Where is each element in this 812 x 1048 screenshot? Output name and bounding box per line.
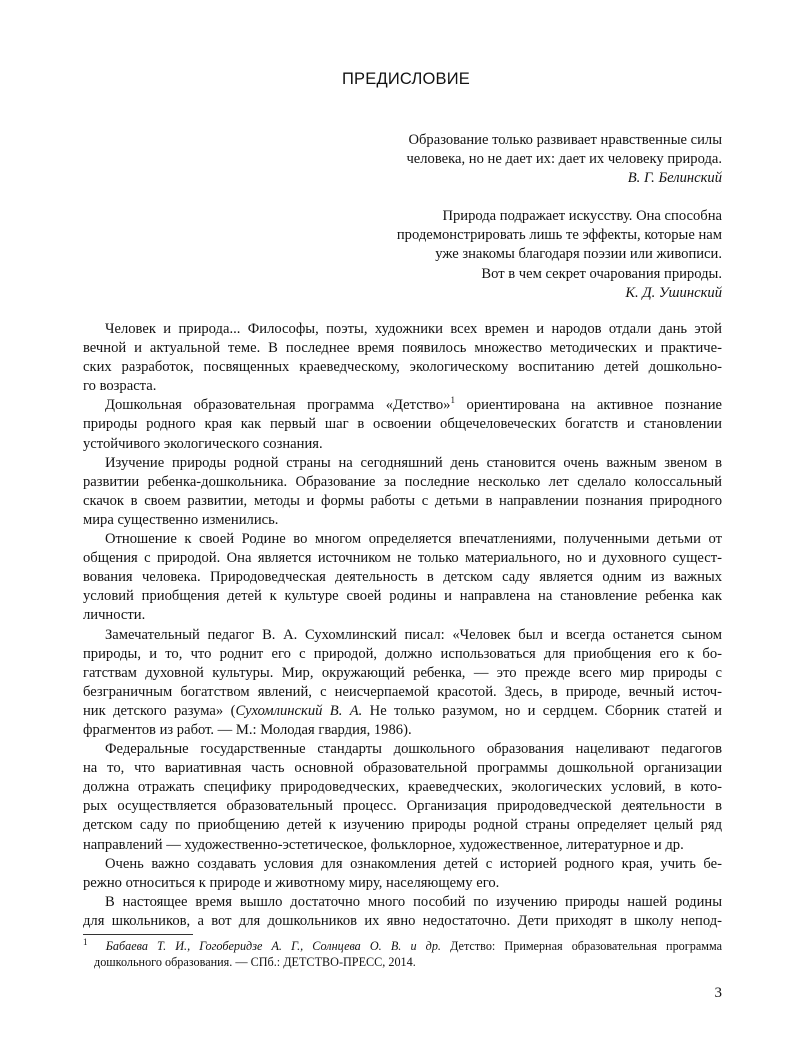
epigraph-line: Образование только развивает нравственные силы bbox=[408, 132, 722, 148]
text-line: на то, что вариативная часть основной образовательной программы дошкольной организации bbox=[83, 760, 722, 777]
body-text bbox=[83, 320, 722, 931]
epigraph-line: уже знакомы благодаря поэзии или живописи. bbox=[435, 246, 722, 263]
text-line: гатствам духовной культуры. Мир, окружающий ребенка, — это прежде всего мир природы с bbox=[83, 664, 722, 681]
footnote-ref[interactable]: 1 bbox=[450, 395, 455, 406]
text-line: Федеральные государственные стандарты дошкольного образования нацеливают педагогов bbox=[105, 741, 722, 758]
text-line: природы родного края как первый шаг в освоении общечеловеческих богатств и становлении bbox=[83, 416, 722, 433]
text-line: Очень важно создавать условия для ознакомления детей с историей родного края, учить бе- bbox=[105, 855, 722, 872]
text-line bbox=[83, 702, 722, 721]
text-line: направлений — художественно-эстетическое, фольклорное, художественное, литературное и др. bbox=[83, 836, 684, 853]
epigraph-line: человека, но не дает их: дает их человеку природа. bbox=[406, 151, 722, 168]
text-line: личности. bbox=[83, 607, 146, 624]
text-line: ских разработок, посвященных краеведческому, экологическому воспитанию детей дошкольно- bbox=[83, 359, 722, 376]
paragraph bbox=[83, 320, 722, 396]
footnote-divider bbox=[83, 934, 193, 935]
text-segment: ник детского разума» ( bbox=[83, 702, 236, 719]
footnote-line: дошкольного образования. — СПб.: ДЕТСТВО-ПРЕСС, 2014. bbox=[94, 955, 416, 969]
paragraph bbox=[83, 454, 722, 530]
text-line: детском саду по приобщению детей к изучению природы родной страны определяет целый ряд bbox=[83, 817, 722, 834]
epigraph-line: Природа подражает искусству. Она способна bbox=[442, 208, 722, 224]
text-line: режно относиться к природе и животному миру, населяющему его. bbox=[83, 874, 500, 891]
epigraph-author: К. Д. Ушинский bbox=[625, 284, 722, 301]
paragraph bbox=[83, 855, 722, 893]
footnote bbox=[83, 938, 722, 970]
text-line bbox=[83, 396, 722, 415]
text-line: скачок в своем развитии, методы и формы работы с детьми в направлении познания природного bbox=[83, 492, 722, 509]
page-number: 3 bbox=[714, 985, 722, 1001]
paragraph bbox=[83, 530, 722, 625]
text-line: Человек и природа... Философы, поэты, художники всех времен и народов отдали дань этой bbox=[105, 321, 722, 337]
footnote-authors: Бабаева Т. И., Гогоберидзе А. Г., Солнцева О. В. и др. bbox=[105, 939, 441, 953]
text-line: вечной и актуальной теме. В последнее время появилось множество методических и практиче- bbox=[83, 340, 722, 357]
epigraph-ushinsky bbox=[397, 207, 722, 303]
page-title: ПРЕДИСЛОВИЕ bbox=[341, 70, 470, 88]
epigraph-line: продемонстрировать лишь те эффекты, которые нам bbox=[396, 227, 722, 244]
text-line: условий приобщения детей к культуре своей родины и направлена на становление ребенка как bbox=[83, 588, 722, 605]
text-line: природы, и то, что роднит его с природой, должно использоваться для приобщения его к бо- bbox=[83, 645, 722, 662]
paragraph bbox=[83, 396, 722, 453]
text-line: мира существенно изменились. bbox=[83, 511, 279, 528]
text-line: развитии ребенка-дошкольника. Образование за последние несколько лет сделало колоссальный bbox=[83, 473, 722, 490]
epigraph-line: Вот в чем секрет очарования природы. bbox=[481, 265, 722, 282]
text-line: устойчивого экологического сознания. bbox=[83, 435, 323, 452]
text-line: Изучение природы родной страны на сегодняшний день становится очень важным звеном в bbox=[105, 454, 722, 471]
epigraph-author: В. Г. Белинский bbox=[627, 170, 722, 187]
text-line: вования человека. Природоведческая деятельность в детском саду является одним из важных bbox=[83, 569, 722, 586]
text-line: фрагментов из работ. — М.: Молодая гвардия, 1986). bbox=[83, 721, 412, 738]
text-segment: Не только разумом, но и сердцем. Сборник статей и bbox=[362, 702, 722, 719]
text-line: должна отражать специфику природоведческих, краеведческих, экологических условий, в кото- bbox=[83, 779, 722, 796]
footnote-text: Детство: Примерная образовательная программа bbox=[440, 939, 723, 953]
text-line: Отношение к своей Родине во многом определяется впечатлениями, полученными детьми от bbox=[105, 531, 722, 548]
paragraph bbox=[83, 740, 722, 855]
footnote-mark: 1 bbox=[83, 936, 88, 947]
text-line: рых осуществляется образовательный процесс. Организация природоведческой деятельности в bbox=[83, 798, 722, 815]
text-segment: ориентирована на активное познание bbox=[454, 397, 722, 414]
citation-author: Сухомлинский В. А. bbox=[235, 702, 363, 719]
text-line: В настоящее время вышло достаточно много пособий по изучению природы нашей родины bbox=[105, 893, 722, 910]
text-line: Замечательный педагог В. А. Сухомлинский писал: «Человек был и всегда останется сыном bbox=[105, 626, 722, 643]
epigraph-belinsky bbox=[406, 131, 722, 189]
text-line: го возраста. bbox=[83, 378, 157, 395]
text-segment: Дошкольная образовательная программа «Детство» bbox=[105, 397, 451, 414]
text-line: безграничным богатством явлений, с неисчерпаемой красотой. Здесь, в природе, вечный источ- bbox=[83, 683, 722, 700]
footnote-line bbox=[83, 938, 722, 954]
paragraph bbox=[83, 893, 722, 931]
text-line: общения с природой. Она является источником не только материального, но и духовного сущест- bbox=[83, 550, 722, 567]
paragraph bbox=[83, 626, 722, 741]
text-line: для школьников, а вот для дошкольников их явно недостаточно. Дети приходят в школу непод- bbox=[83, 912, 722, 929]
